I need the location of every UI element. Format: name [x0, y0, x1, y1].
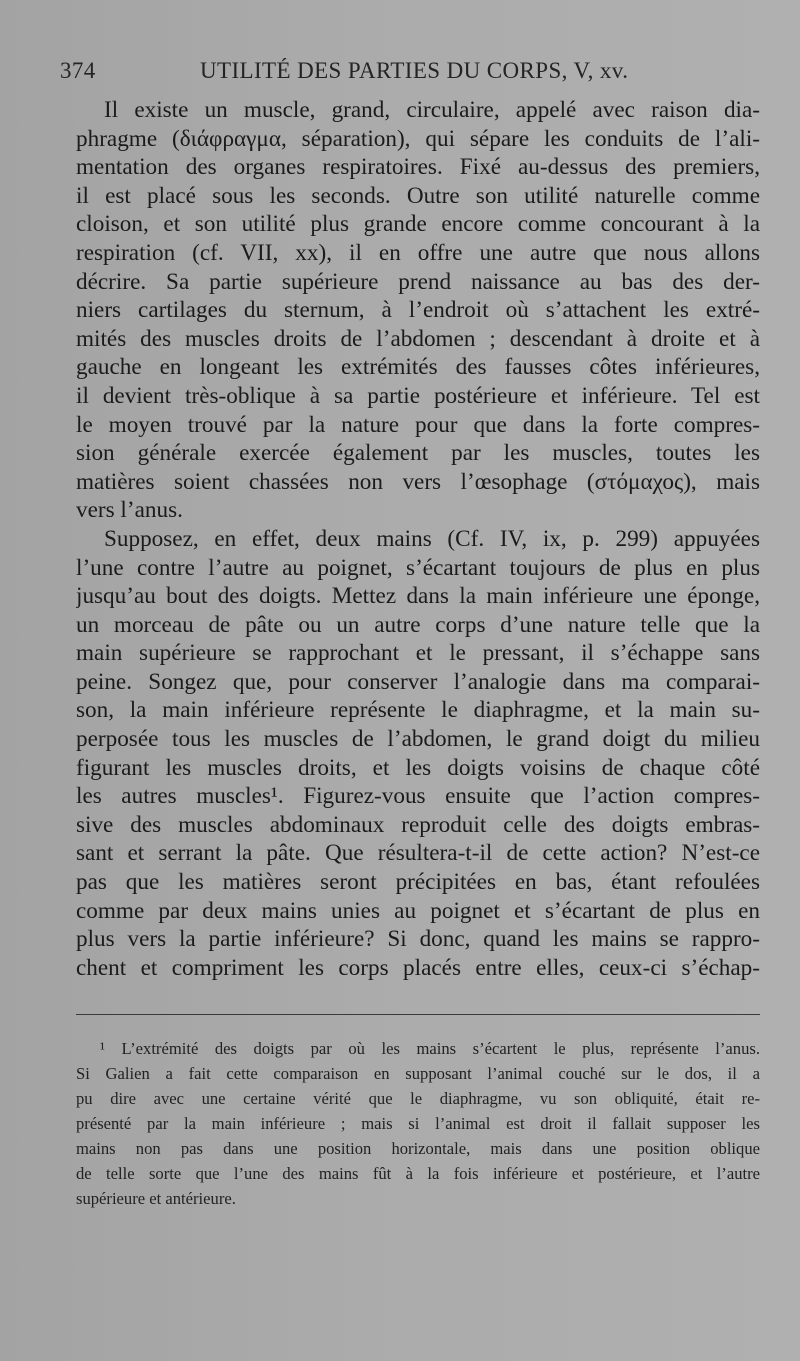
- footnote-line: pu dire avec une certaine vérité que le diaphragme, vu son obliquité, était re-: [76, 1089, 760, 1108]
- text-line: respiration (cf. VII, xx), il en offre une autre que nous allons: [76, 239, 760, 266]
- text-line: Il existe un muscle, grand, circulaire, appelé avec raison dia-: [104, 97, 760, 123]
- text-line: phragme (διάφραγμα, séparation), qui sépare les conduits de l’ali-: [76, 125, 760, 152]
- text-line: mentation des organes respiratoires. Fixé au-dessus des premiers,: [76, 154, 760, 181]
- text-line: il devient très-oblique à sa partie postérieure et inférieure. Tel est: [76, 382, 760, 409]
- footnote-line: Si Galien a fait cette comparaison en supposant l’animal couché sur le dos, il a: [76, 1064, 760, 1083]
- text-line: niers cartilages du sternum, à l’endroit où s’attachent les extré-: [76, 297, 760, 324]
- text-line: vers l’anus.: [76, 497, 183, 524]
- text-line: son, la main inférieure représente le diaphragme, et la main su-: [76, 697, 760, 724]
- text-line: sion générale exercée également par les muscles, toutes les: [76, 440, 760, 467]
- footnote: [76, 1036, 760, 1211]
- running-head: [60, 58, 760, 88]
- text-line: le moyen trouvé par la nature pour que dans la forte compres-: [76, 411, 760, 438]
- text-line: matières soient chassées non vers l’œsophage (στόμαχος), mais: [76, 468, 760, 495]
- footnote-line: présenté par la main inférieure ; mais si l’animal est droit il fallait supposer les: [76, 1114, 760, 1133]
- text-line: pas que les matières seront précipitées en bas, étant refoulées: [76, 869, 760, 896]
- text-line: comme par deux mains unies au poignet et s’écartant de plus en: [76, 897, 760, 924]
- text-line: peine. Songez que, pour conserver l’analogie dans ma comparai-: [76, 668, 760, 695]
- text-line: il est placé sous les seconds. Outre son utilité naturelle comme: [76, 182, 760, 209]
- text-line: jusqu’au bout des doigts. Mettez dans la main inférieure une éponge,: [76, 583, 760, 610]
- footnote-line: mains non pas dans une position horizontale, mais dans une position oblique: [76, 1139, 760, 1158]
- text-line: les autres muscles¹. Figurez-vous ensuite que l’action compres-: [76, 783, 760, 810]
- text-line: l’une contre l’autre au poignet, s’écartant toujours de plus en plus: [76, 554, 760, 581]
- text-line: sant et serrant la pâte. Que résultera-t-il de cette action? N’est-ce: [76, 840, 760, 867]
- text-line: sive des muscles abdominaux reproduit celle des doigts embras-: [76, 811, 760, 838]
- text-line: décrire. Sa partie supérieure prend naissance au bas des der-: [76, 268, 760, 295]
- text-line: un morceau de pâte ou un autre corps d’une nature telle que la: [76, 611, 760, 638]
- text-line: Supposez, en effet, deux mains (Cf. IV, ix, p. 299) appuyées: [104, 525, 760, 552]
- text-line: perposée tous les muscles de l’abdomen, le grand doigt du milieu: [76, 726, 760, 753]
- text-line: main supérieure se rapprochant et le pressant, il s’échappe sans: [76, 640, 760, 667]
- footnote-divider: [76, 1014, 760, 1015]
- text-line: figurant les muscles droits, et les doigts voisins de chaque côté: [76, 754, 760, 781]
- footnote-line: de telle sorte que l’une des mains fût à la fois inférieure et postérieure, et l’autre: [76, 1164, 760, 1183]
- footnote-line: supérieure et antérieure.: [76, 1189, 236, 1208]
- main-text: [76, 96, 760, 982]
- text-line: cloison, et son utilité plus grande encore comme concourant à la: [76, 211, 760, 238]
- text-line: gauche en longeant les extrémités des fausses côtes inférieures,: [76, 354, 760, 381]
- footnote-line: ¹ L’extrémité des doigts par où les mains s’écartent le plus, représente l’anus.: [100, 1039, 760, 1058]
- text-line: mités des muscles droits de l’abdomen ; descendant à droite et à: [76, 325, 760, 352]
- text-line: chent et compriment les corps placés entre elles, ceux-ci s’échap-: [76, 954, 760, 981]
- page-number: 374: [60, 58, 96, 83]
- text-line: plus vers la partie inférieure? Si donc, quand les mains se rappro-: [76, 926, 760, 953]
- running-title: UTILITÉ DES PARTIES DU CORPS, V, xv.: [200, 58, 629, 83]
